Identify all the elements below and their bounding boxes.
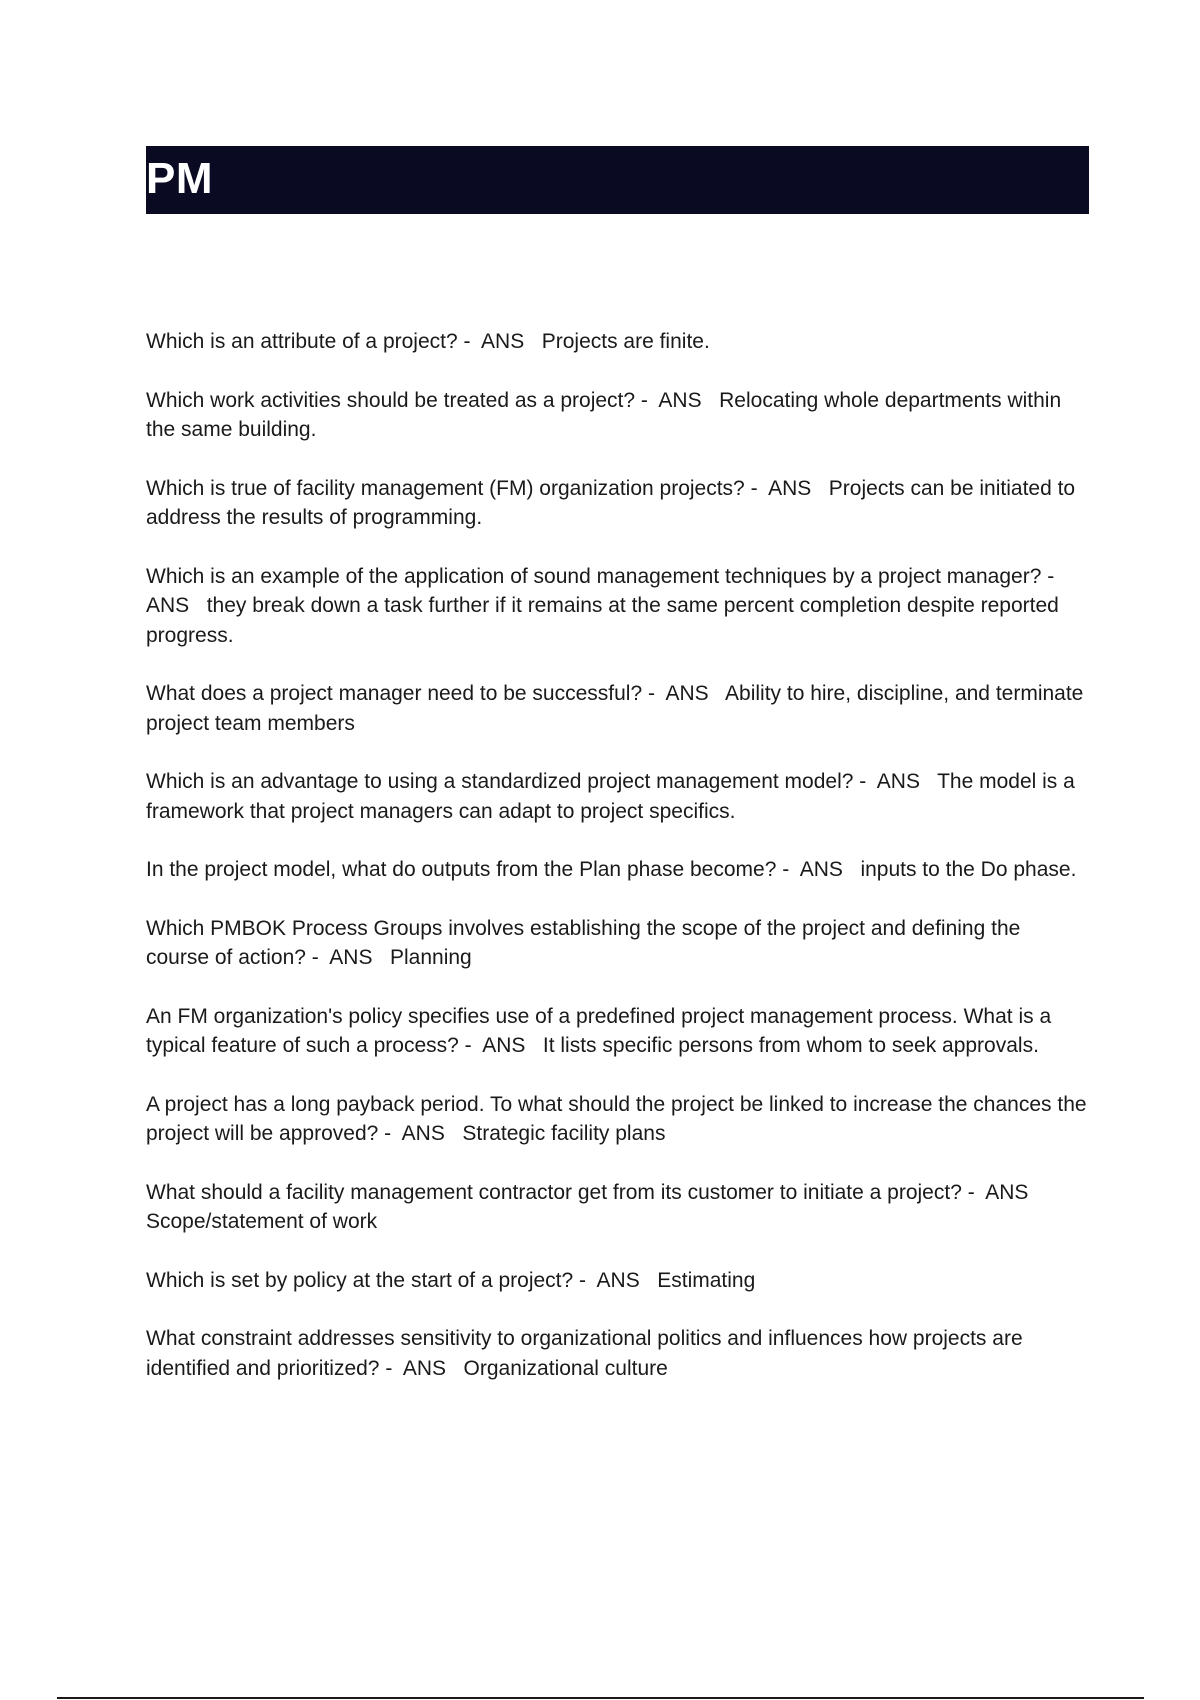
- answer-label: ANS: [329, 946, 373, 969]
- answer-separator: -: [635, 388, 659, 412]
- answer-gap: [843, 858, 861, 881]
- answer-separator: -: [379, 1356, 403, 1380]
- answer-separator: -: [573, 1268, 597, 1292]
- question-text: Which is an advantage to using a standardized project management model?: [146, 770, 854, 793]
- question-text: An FM organization's policy specifies use of a predefined project management process. What is a typical feature of such a process?: [146, 1004, 1057, 1057]
- qa-item: [146, 1266, 1089, 1296]
- qa-item: [146, 1324, 1089, 1383]
- answer-label: ANS: [482, 1034, 526, 1057]
- answer-text: Relocating whole departments within the same building.: [146, 388, 1067, 441]
- answer-label: ANS: [665, 682, 709, 705]
- answer-gap: [525, 1034, 543, 1057]
- answer-text: Organizational culture: [463, 1356, 668, 1380]
- answer-separator: -: [776, 858, 800, 881]
- answer-separator: -: [853, 770, 877, 793]
- question-text: What should a facility management contractor get from its customer to initiate a project?: [146, 1180, 962, 1204]
- qa-item: [146, 386, 1089, 445]
- answer-label: ANS: [596, 1268, 640, 1292]
- answer-gap: [920, 770, 937, 793]
- question-text: Which is true of facility management (FM) organization projects?: [146, 476, 745, 500]
- question-text: What does a project manager need to be successful?: [146, 682, 643, 705]
- answer-text: they break down a task further if it remains at the same percent completion despite reported progress.: [146, 594, 1065, 647]
- answer-separator: -: [642, 682, 666, 705]
- answer-text: It lists specific persons from whom to seek approvals.: [542, 1034, 1039, 1057]
- title-banner: [146, 146, 1089, 214]
- answer-text: Projects can be initiated to address the results of programming.: [146, 476, 1081, 529]
- qa-item: [146, 1002, 1089, 1061]
- answer-text: Projects are finite.: [541, 330, 710, 353]
- question-text: Which is set by policy at the start of a project?: [146, 1268, 574, 1292]
- answer-separator: -: [457, 330, 482, 353]
- answer-gap: [709, 682, 725, 705]
- answer-separator: -: [961, 1180, 986, 1204]
- qa-item: [146, 679, 1089, 738]
- question-text: Which PMBOK Process Groups involves establishing the scope of the project and defining the course of action?: [146, 916, 1027, 969]
- answer-separator: -: [744, 476, 769, 500]
- qa-item: [146, 914, 1089, 973]
- answer-label: ANS: [768, 476, 812, 500]
- answer-label: ANS: [985, 1180, 1029, 1204]
- answer-text: Ability to hire, discipline, and terminate project team members: [146, 682, 1090, 735]
- answer-gap: [446, 1357, 464, 1380]
- question-text: Which is an example of the application of sound management techniques by a project manager?: [146, 564, 1042, 588]
- question-text: In the project model, what do outputs from the Plan phase become?: [146, 858, 777, 881]
- qa-item: [146, 1090, 1093, 1149]
- qa-list: [146, 327, 1093, 1412]
- answer-gap: [640, 1269, 658, 1292]
- answer-label: ANS: [799, 858, 843, 881]
- answer-text: Scope/statement of work: [146, 1210, 378, 1233]
- answer-gap: [445, 1122, 463, 1145]
- question-text: Which work activities should be treated as a project?: [146, 388, 636, 412]
- qa-item: [146, 767, 1089, 826]
- answer-separator: -: [1041, 564, 1065, 588]
- qa-item: [146, 855, 1089, 885]
- qa-item: [146, 327, 1089, 357]
- qa-item: [146, 562, 1089, 651]
- answer-separator: -: [458, 1034, 483, 1057]
- answer-label: ANS: [481, 330, 525, 353]
- answer-gap: [372, 946, 390, 969]
- answer-label: ANS: [401, 1122, 445, 1145]
- answer-label: ANS: [402, 1356, 447, 1380]
- answer-separator: -: [305, 946, 330, 969]
- answer-text: inputs to the Do phase.: [860, 858, 1077, 881]
- answer-gap: [1028, 1181, 1046, 1204]
- answer-text: Strategic facility plans: [462, 1122, 666, 1145]
- answer-gap: [189, 594, 207, 617]
- qa-item: [146, 474, 1089, 533]
- answer-text: Estimating: [657, 1268, 756, 1292]
- footer-divider: [57, 1697, 1144, 1699]
- answer-gap: [524, 330, 542, 353]
- question-text: A project has a long payback period. To what should the project be linked to increase the chances the project will be approved?: [146, 1092, 1093, 1145]
- answer-label: ANS: [876, 770, 920, 793]
- answer-text: The model is a framework that project managers can adapt to project specifics.: [146, 770, 1081, 823]
- answer-separator: -: [378, 1122, 402, 1145]
- answer-gap: [811, 477, 829, 500]
- answer-text: Planning: [389, 946, 472, 969]
- answer-gap: [702, 389, 720, 412]
- question-text: What constraint addresses sensitivity to organizational politics and influences how projects are identified and prioritized?: [146, 1327, 1029, 1380]
- question-text: Which is an attribute of a project?: [146, 330, 458, 353]
- answer-label: ANS: [658, 388, 702, 412]
- answer-label: ANS: [146, 594, 190, 617]
- page-title: PM: [146, 154, 213, 203]
- qa-item: [146, 1178, 1089, 1237]
